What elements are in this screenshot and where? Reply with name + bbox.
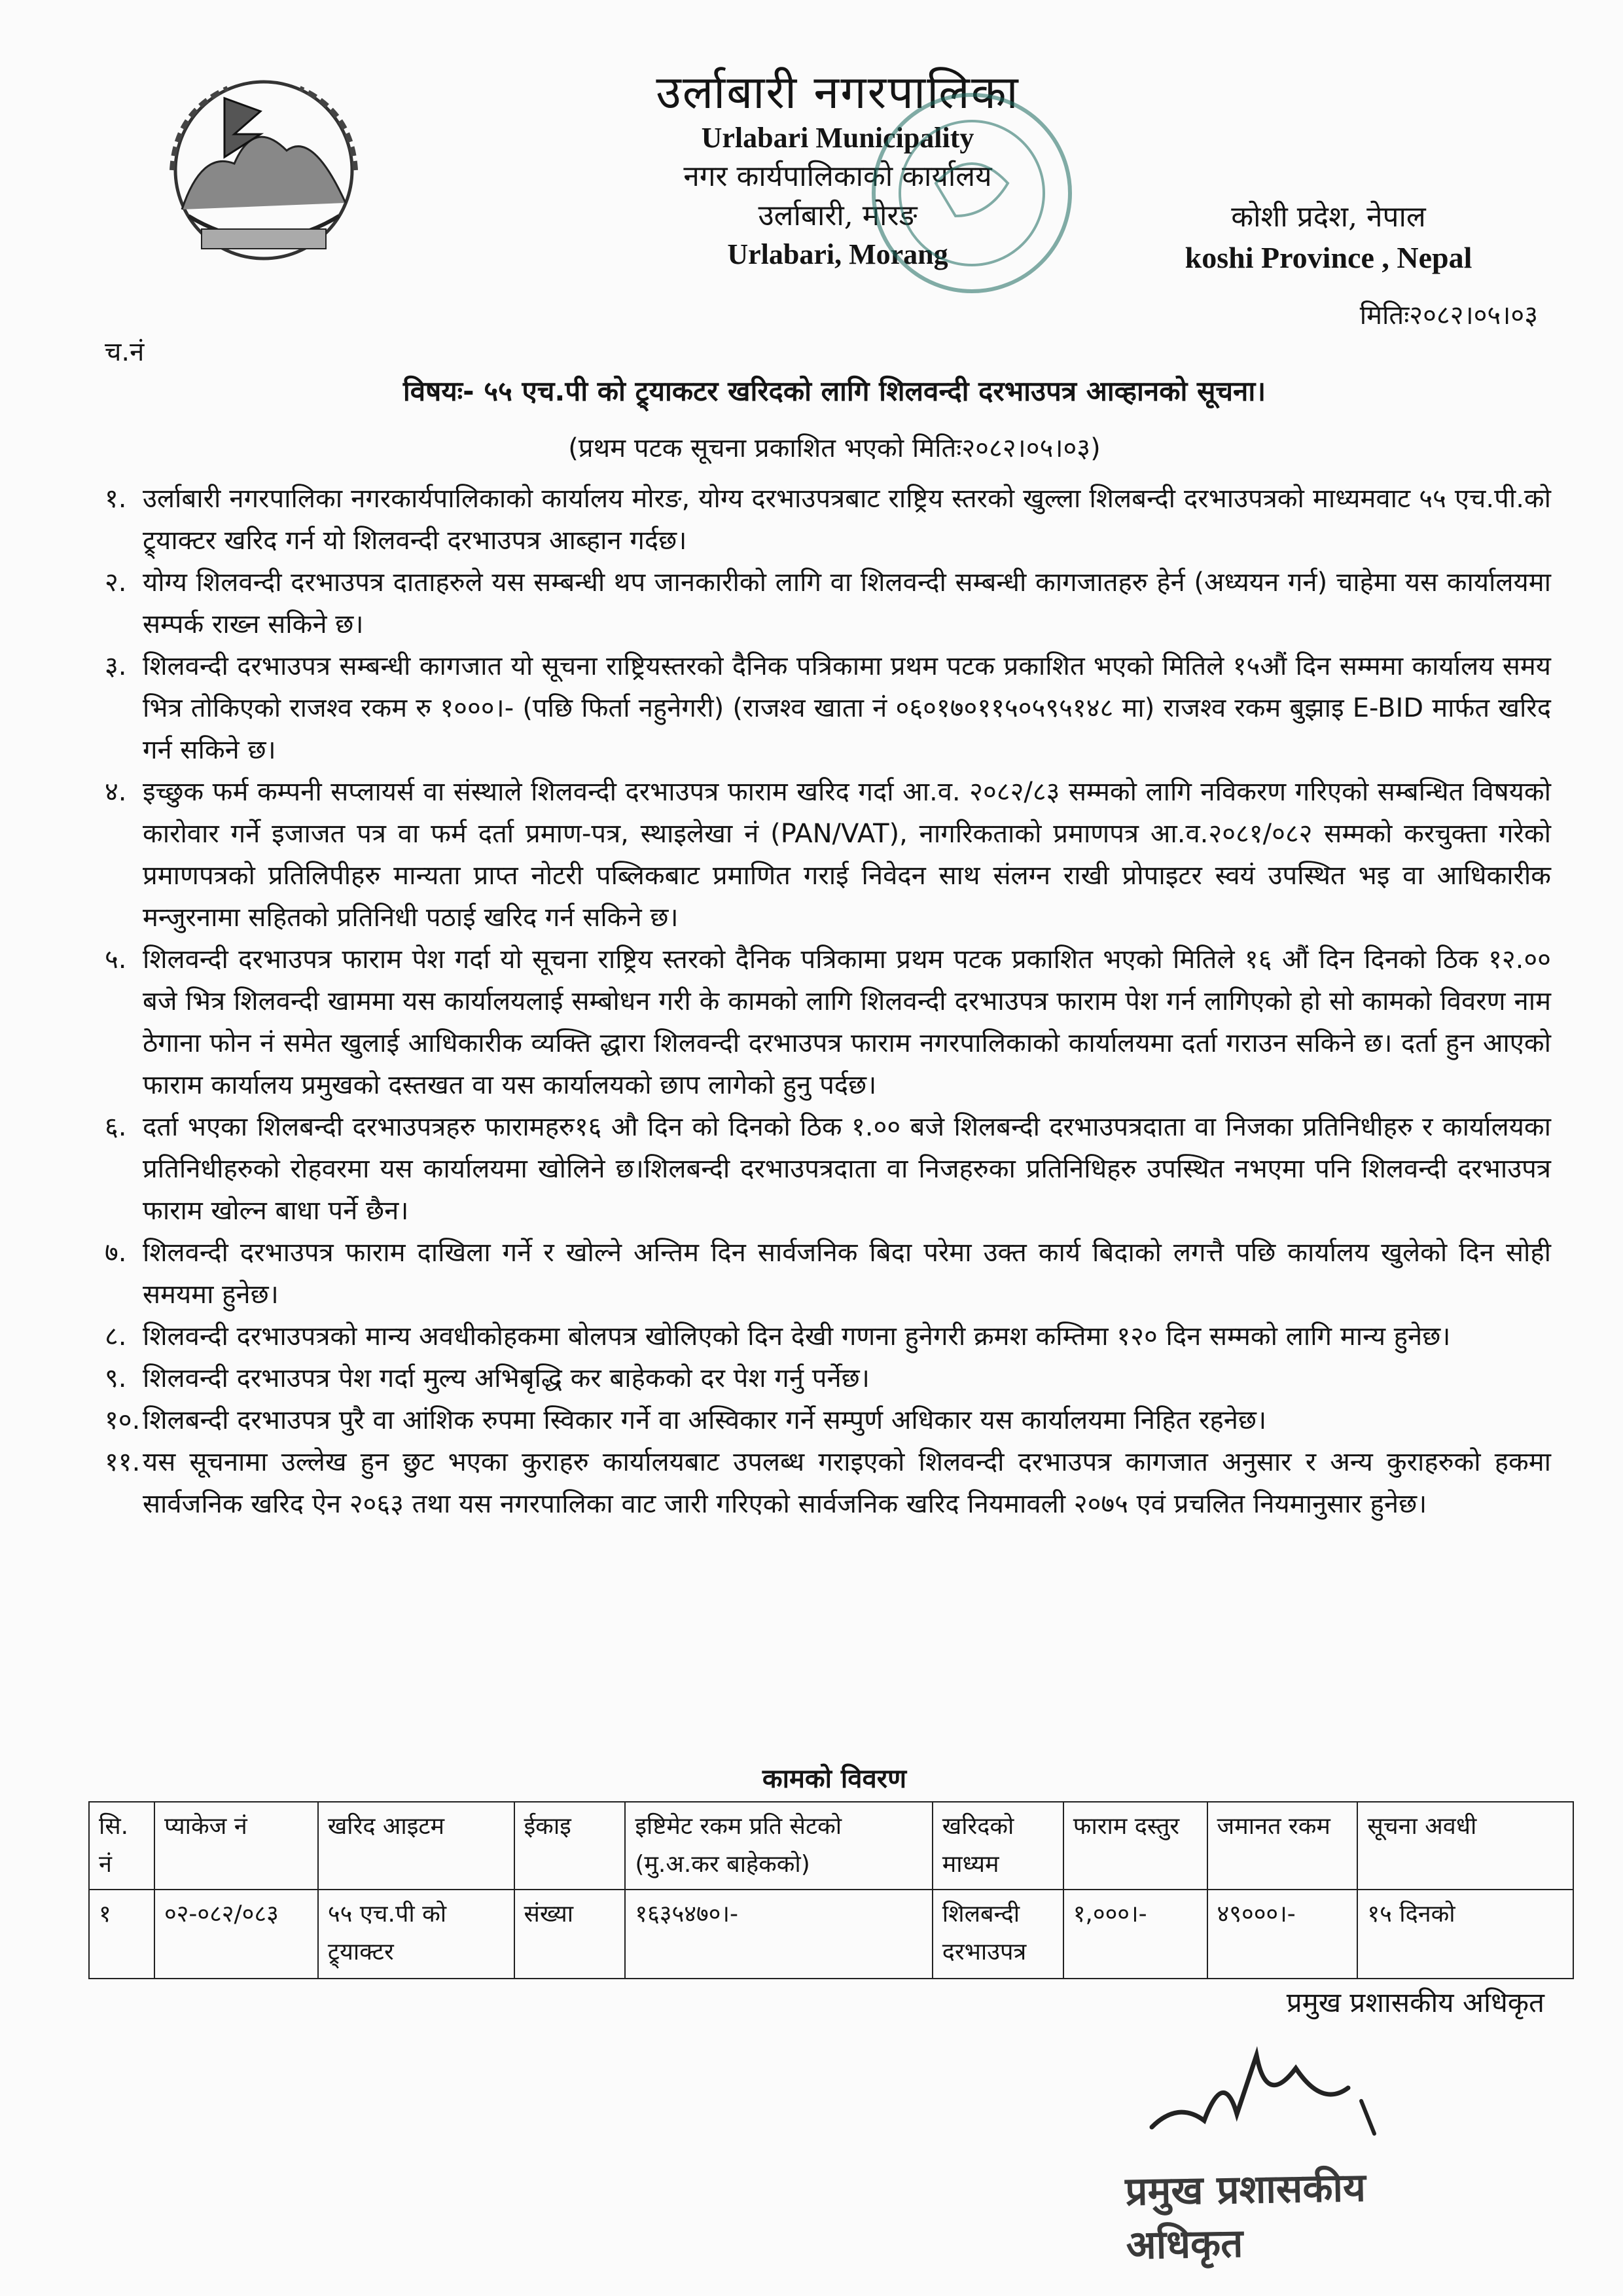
office-name: नगर कार्यपालिकाको कार्यालय [683, 160, 992, 193]
table-cell: शिलबन्दी दरभाउपत्र [933, 1890, 1063, 1979]
clause-3 [105, 645, 1551, 771]
table-row [89, 1890, 1573, 1979]
clause-5 [105, 939, 1551, 1106]
table-cell: १६३५४७०।- [625, 1890, 932, 1979]
clause-number: ९. [105, 1363, 127, 1393]
handwritten-signature [1126, 2029, 1466, 2160]
province-np: कोशी प्रदेश, नेपाल [1231, 200, 1426, 234]
clause-text: शिलवन्दी दरभाउपत्र सम्बन्धी कागजात यो सूचना राष्ट्रियस्तरको दैनिक पत्रिकामा प्रथम पटक प्रकाशित भएको मितिले १५औं दिन सम्ममा कार्यालय समय भित्र तोकिएको राजश्व रकम रु १०००।- (पछि फिर्ता नहुनेगरी) (राजश्व खाता नं ०६०१७०११५०५९५१४८ मा) राजश्व रकम बुझाइ E-BID मार्फत खरिद गर्न सकिने छ। [143, 651, 1551, 765]
clause-number: ५. [105, 944, 127, 975]
column-header: जमानत रकम [1207, 1802, 1358, 1890]
clause-number: ६. [105, 1112, 127, 1142]
published-note: (प्रथम पटक सूचना प्रकाशित भएको मितिः२०८२।०५।०३) [568, 433, 1101, 463]
table-cell: संख्या [514, 1890, 626, 1979]
table-header-row [89, 1802, 1573, 1890]
clause-text: दर्ता भएका शिलबन्दी दरभाउपत्रहरु फारामहरु१६ औ दिन को दिनको ठिक १.०० बजे शिलबन्दी दरभाउपत्रदाता वा निजका प्रतिनिधीहरु र कार्यालयका प्रतिनिधीहरुको रोहवरमा यस कार्यालयमा खोलिने छ।शिलबन्दी दरभाउपत्रदाता वा निजहरुका प्रतिनिधिहरु उपस्थित नभएमा पनि शिलवन्दी दरभाउपत्र फाराम खोल्न बाधा पर्ने छैन। [143, 1112, 1551, 1226]
table-cell: ०२-०८२/०८३ [154, 1890, 318, 1979]
column-header: खरिदको माध्यम [933, 1802, 1063, 1890]
clause-number: ८. [105, 1321, 127, 1352]
signatory-title: प्रमुख प्रशासकीय अधिकृत [1286, 1986, 1544, 2018]
clause-8 [105, 1316, 1551, 1357]
clause-list [105, 478, 1551, 1525]
office-stamp [864, 85, 1080, 301]
clause-7 [105, 1232, 1551, 1316]
clause-number: २. [105, 567, 127, 598]
clause-text: शिलवन्दी दरभाउपत्र फाराम दाखिला गर्ने र खोल्ने अन्तिम दिन सार्वजनिक बिदा परेमा उक्त कार्य बिदाको लगत्तै पछि कार्यालय खुलेको दिन सोही समयमा हुनेछ। [143, 1238, 1551, 1310]
clause-text: शिलवन्दी दरभाउपत्र फाराम पेश गर्दा यो सूचना राष्ट्रिय स्तरको दैनिक पत्रिकामा प्रथम पटक प्रकाशित भएको मितिले १६ औं दिन दिनको ठिक १२.०० बजे भित्र शिलवन्दी खाममा यस कार्यालयलाई सम्बोधन गरी के कामको लागि शिलवन्दी दरभाउपत्र फाराम पेश गर्न लागिएको हो सो कामको विवरण नाम ठेगाना फोन नं समेत खुलाई आधिकारीक व्यक्ति द्धारा शिलवन्दी दरभाउपत्र फाराम नगरपालिकाको कार्यालयमा दर्ता गराउन सकिने छ। दर्ता हुन आएको फाराम कार्यालय प्रमुखको दस्तखत वा यस कार्यालयको छाप लागेको हुनु पर्दछ। [143, 944, 1551, 1100]
table-title: कामको विवरण [762, 1764, 907, 1794]
table-cell: १,०००।- [1063, 1890, 1207, 1979]
column-header: खरिद आइटम [318, 1802, 514, 1890]
address-np: उर्लाबारी, मोरङ [758, 199, 918, 232]
clause-text: शिलवन्दी दरभाउपत्रको मान्य अवधीकोहकमा बोलपत्र खोलिएको दिन देखी गणना हुनेगरी क्रमश कम्तिमा १२० दिन सम्मको लागि मान्य हुनेछ। [143, 1321, 1451, 1352]
clause-9 [105, 1357, 1551, 1399]
column-header: प्याकेज नं [154, 1802, 318, 1890]
clause-10 [105, 1399, 1551, 1441]
clause-text: इच्छुक फर्म कम्पनी सप्लायर्स वा संस्थाले शिलवन्दी दरभाउपत्र फाराम खरिद गर्दा आ.व. २०८२/८३ सम्मको लागि नविकरण गरिएको सम्बन्धित विषयको कारोवार गर्ने इजाजत पत्र वा फर्म दर्ता प्रमाण-पत्र, स्थाइलेखा नं (PAN/VAT), नागरिकताको प्रमाणपत्र आ.व.२०८१/०८२ सम्मको करचुक्ता गरेको प्रमाणपत्रको प्रतिलिपीहरु मान्यता प्राप्त नोटरी पब्लिकबाट प्रमाणित गराई निवेदन साथ संलग्न राखी प्रोपाइटर स्वयं उपस्थित भइ वा आधिकारीक मन्जुरनामा सहितको प्रतिनिधी पठाई खरिद गर्न सकिने छ। [143, 777, 1551, 933]
reference-number: च.नं [105, 337, 145, 367]
clause-number: १०. [105, 1405, 141, 1435]
clause-number: ११. [105, 1447, 141, 1477]
column-header: फाराम दस्तुर [1063, 1802, 1207, 1890]
column-header: इष्टिमेट रकम प्रति सेटको (मु.अ.कर बाहेकको) [625, 1802, 932, 1890]
work-details-table [88, 1801, 1574, 1979]
clause-text: उर्लाबारी नगरपालिका नगरकार्यपालिकाको कार्यालय मोरङ, योग्य दरभाउपत्रबाट राष्ट्रिय स्तरको खुल्ला शिलबन्दी दरभाउपत्रको माध्यमवाट ५५ एच.पी.को ट्र्याक्टर खरिद गर्न यो शिलवन्दी दरभाउपत्र आब्हान गर्दछ। [143, 484, 1551, 556]
column-header: सूचना अवधी [1357, 1802, 1573, 1890]
clause-text: योग्य शिलवन्दी दरभाउपत्र दाताहरुले यस सम्बन्धी थप जानकारीको लागि वा शिलवन्दी सम्बन्धी कागजातहरु हेर्न (अध्ययन गर्न) चाहेमा यस कार्यालयमा सम्पर्क राख्न सकिने छ। [143, 567, 1551, 639]
clause-4 [105, 771, 1551, 939]
clause-number: ४. [105, 777, 127, 807]
column-header: सि. नं [89, 1802, 154, 1890]
clause-number: ७. [105, 1238, 127, 1268]
clause-number: १. [105, 484, 127, 514]
clause-11 [105, 1441, 1551, 1525]
province-en: koshi Province , Nepal [1185, 241, 1472, 274]
clause-1 [105, 478, 1551, 562]
notice-subject: विषयः- ५५ एच.पी को ट्र्याकटर खरिदको लागि शिलवन्दी दरभाउपत्र आव्हानको सूचना। [402, 375, 1266, 407]
signatory-stamp: प्रमुख प्रशासकीय अधिकृत [1124, 2164, 1366, 2269]
clause-text: यस सूचनामा उल्लेख हुन छुट भएका कुराहरु कार्यालयबाट उपलब्ध गराइएको शिलवन्दी दरभाउपत्र कागजात अनुसार र अन्य कुराहरुको हकमा सार्वजनिक खरिद ऐन २०६३ तथा यस नगरपालिका वाट जारी गरिएको सार्वजनिक खरिद नियमावली २०७५ एवं प्रचलित नियमानुसार हुनेछ। [143, 1447, 1551, 1519]
table-cell: १५ दिनको [1357, 1890, 1573, 1979]
clause-text: शिलबन्दी दरभाउपत्र पुरै वा आंशिक रुपमा स्विकार गर्ने वा अस्विकार गर्ने सम्पुर्ण अधिकार यस कार्यालयमा निहित रहनेछ। [143, 1405, 1267, 1435]
table-cell: ५५ एच.पी को ट्र्याक्टर [318, 1890, 514, 1979]
table-cell: १ [89, 1890, 154, 1979]
municipality-name-en: Urlabari Municipality [701, 122, 974, 154]
clause-number: ३. [105, 651, 127, 681]
column-header: ईकाइ [514, 1802, 626, 1890]
table-cell: ४९०००।- [1207, 1890, 1358, 1979]
nepal-emblem-icon [162, 72, 365, 268]
municipality-name-np: उर्लाबारी नगरपालिका [656, 65, 1020, 119]
clause-6 [105, 1106, 1551, 1232]
clause-2 [105, 562, 1551, 645]
address-en: Urlabari, Morang [727, 238, 948, 270]
notice-date: मितिः२०८२।०५।०३ [1359, 300, 1538, 331]
province-block [1145, 196, 1512, 278]
clause-text: शिलवन्दी दरभाउपत्र पेश गर्दा मुल्य अभिबृद्धि कर बाहेकको दर पेश गर्नु पर्नेछ। [143, 1363, 870, 1393]
